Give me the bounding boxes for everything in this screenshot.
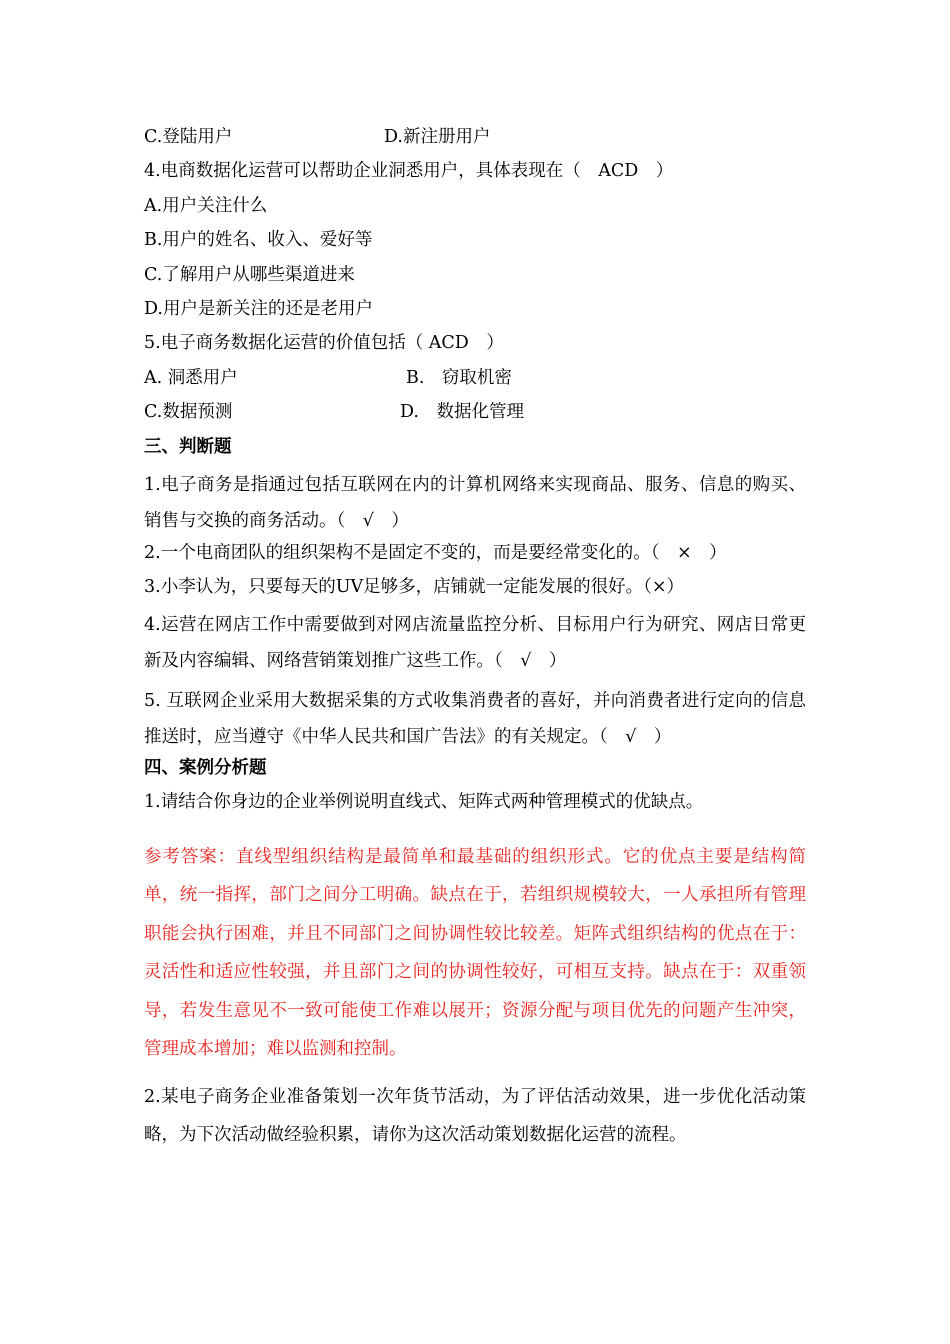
- judge-item-2: 2.一个电商团队的组织架构不是固定不变的，而是要经常变化的。（ × ）: [144, 543, 727, 563]
- q5-stem: 5.电子商务数据化运营的价值包括（ ACD ）: [144, 333, 504, 353]
- case-question-2: 2.某电子商务企业准备策划一次年货节活动，为了评估活动效果，进一步优化活动策略，为下次活动做经验积累，请你为这次活动策划数据化运营的流程。: [144, 1087, 806, 1145]
- q5-option-b: B. 窃取机密: [406, 368, 512, 388]
- section4-heading: 四、案例分析题: [144, 758, 267, 778]
- q3-option-d: D.新注册用户: [384, 127, 491, 147]
- q4-option-d: D.用户是新关注的还是老用户: [144, 299, 373, 319]
- q3-option-c: C.登陆用户: [144, 127, 233, 147]
- judge-item-5: 5. 互联网企业采用大数据采集的方式收集消费者的喜好，并向消费者进行定向的信息推送时，应当遵守《中华人民共和国广告法》的有关规定。（ √ ）: [144, 691, 806, 747]
- judge-item-4: 4.运营在网店工作中需要做到对网店流量监控分析、目标用户行为研究、网店日常更新及内容编辑、网络营销策划推广这些工作。（ √ ）: [144, 615, 806, 671]
- section3-heading: 三、判断题: [144, 437, 232, 457]
- judge-item-1: 1.电子商务是指通过包括互联网在内的计算机网络来实现商品、服务、信息的购买、销售与交换的商务活动。（ √ ）: [144, 475, 806, 531]
- q5-option-a: A. 洞悉用户: [144, 368, 238, 388]
- q5-option-d: D. 数据化管理: [400, 402, 524, 422]
- judge-item-3: 3.小李认为，只要每天的UV足够多，店铺就一定能发展的很好。（×）: [144, 577, 684, 597]
- q4-stem: 4.电商数据化运营可以帮助企业洞悉用户，具体表现在（ ACD ）: [144, 161, 674, 181]
- q5-option-row-ab: [144, 365, 512, 391]
- q4-option-b: B.用户的姓名、收入、爱好等: [144, 230, 373, 250]
- case-question-1: 1.请结合你身边的企业举例说明直线式、矩阵式两种管理模式的优缺点。: [144, 792, 704, 812]
- q3-option-row-cd: [144, 124, 491, 150]
- q4-option-a: A.用户关注什么: [144, 196, 268, 216]
- q4-option-c: C.了解用户从哪些渠道进来: [144, 265, 355, 285]
- reference-answer: 参考答案：直线型组织结构是最简单和最基础的组织形式。它的优点主要是结构简单，统一指挥，部门之间分工明确。缺点在于，若组织规模较大，一人承担所有管理职能会执行困难，并且不同部门之间协调性较比较差。矩阵式组织结构的优点在于：灵活性和适应性较强，并且部门之间的协调性较好，可相互支持。缺点在于：双重领导，若发生意见不一致可能使工作难以展开；资源分配与项目优先的问题产生冲突，管理成本增加；难以监测和控制。: [144, 847, 806, 1060]
- q5-option-c: C.数据预测: [144, 402, 233, 422]
- q5-option-row-cd: [144, 399, 524, 425]
